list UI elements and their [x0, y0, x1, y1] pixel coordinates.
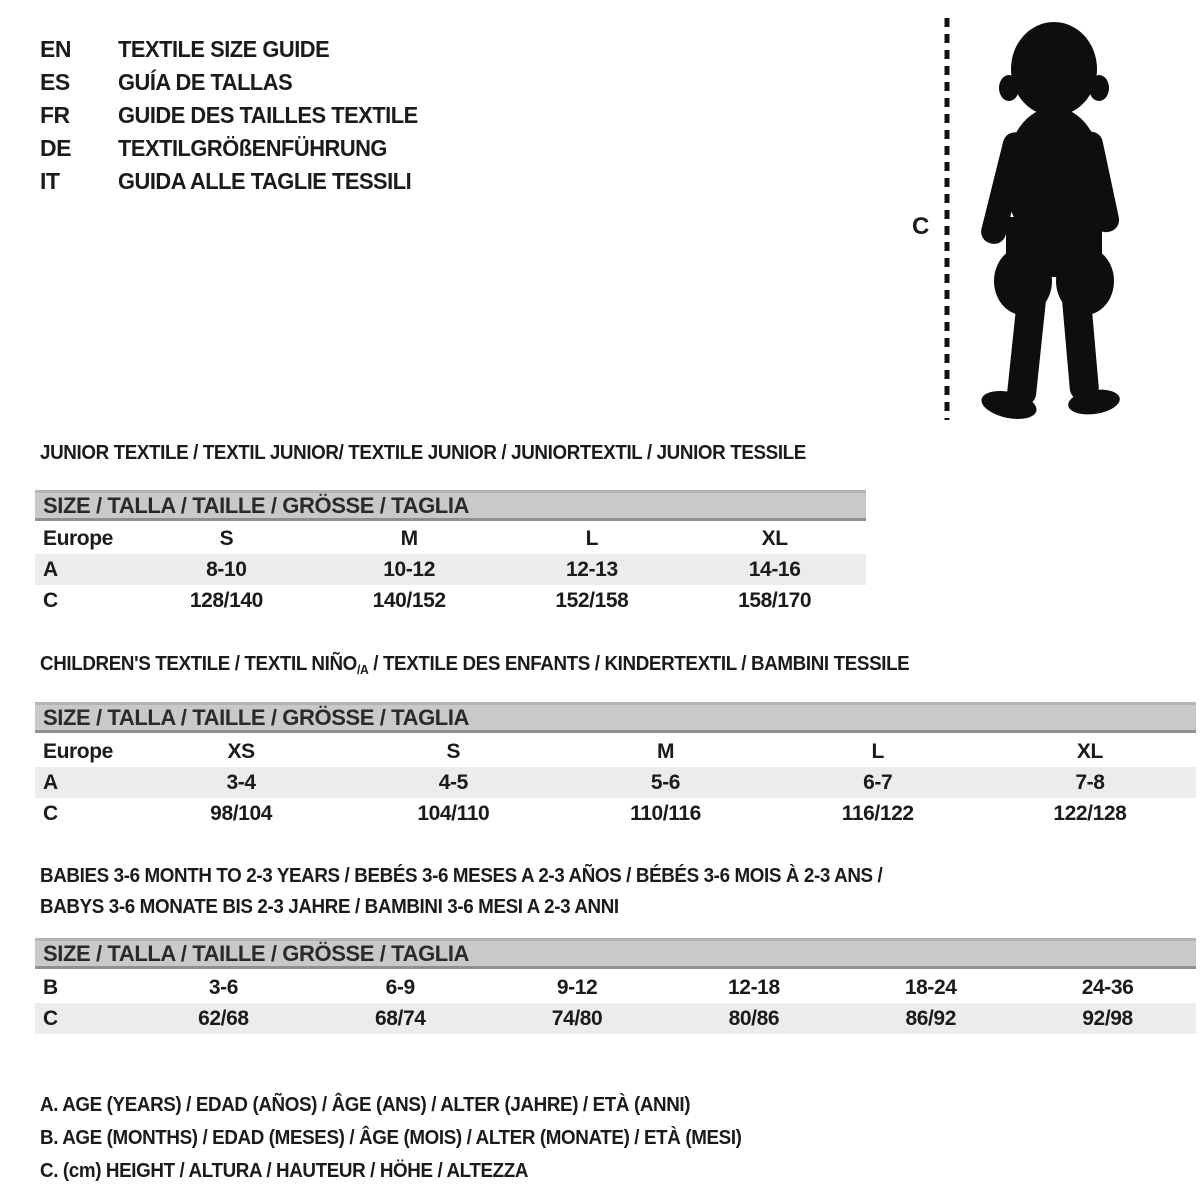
size-header-bar-junior — [35, 490, 866, 521]
table-cell: 80/86 — [728, 1006, 780, 1030]
language-code: FR — [40, 102, 70, 128]
language-title-list — [40, 33, 434, 198]
size-header-bar-children — [35, 702, 1196, 733]
table-cell: XL — [761, 526, 788, 550]
table-row-children-europe — [35, 736, 1196, 767]
row-label: C — [43, 588, 58, 612]
language-code: DE — [40, 135, 71, 161]
table-cell: 5-6 — [650, 770, 681, 794]
toddler-silhouette — [966, 18, 1136, 422]
guide-title-es: GUÍA DE TALLAS — [118, 69, 293, 95]
size-header-text: SIZE / TALLA / TAILLE / GRÖSSE / TAGLIA — [43, 940, 470, 966]
table-cell: 92/98 — [1082, 1006, 1133, 1030]
legend-line-b: B. AGE (MONTHS) / EDAD (MESES) / ÂGE (MOIS) / ALTER (MONATE) / ETÀ (MESI) — [40, 1127, 742, 1149]
table-row-junior-age — [35, 554, 866, 585]
table-cell: 10-12 — [383, 557, 435, 581]
table-row-junior-europe — [35, 523, 866, 554]
row-label: C — [43, 801, 58, 825]
row-label: C — [43, 1006, 58, 1030]
table-row-junior-height — [35, 585, 866, 616]
table-cell: 6-9 — [385, 975, 415, 999]
table-cell: 116/122 — [841, 801, 914, 825]
table-cell: 74/80 — [551, 1006, 603, 1030]
section-title-junior — [40, 441, 806, 465]
table-row-babies-height — [35, 1003, 1196, 1034]
measure-legend — [40, 1089, 786, 1188]
table-cell: 104/110 — [417, 801, 490, 825]
table-cell: 62/68 — [198, 1006, 249, 1030]
section-title-text: / TEXTILE DES ENFANTS / KINDERTEXTIL / BAMBINI TESSILE — [368, 653, 910, 675]
size-header-bar-babies — [35, 938, 1196, 969]
section-title-babies-line2 — [40, 895, 619, 919]
table-cell: 158/170 — [738, 588, 812, 612]
table-cell: 122/128 — [1053, 801, 1127, 825]
table-cell: 86/92 — [905, 1006, 956, 1030]
language-code: EN — [40, 36, 71, 62]
table-cell: 98/104 — [210, 801, 273, 825]
table-row-babies-months — [35, 972, 1196, 1003]
section-title-text: BABYS 3-6 MONATE BIS 2-3 JAHRE / BAMBINI 3-6 MESI A 2-3 ANNI — [40, 896, 619, 918]
table-cell: 8-10 — [206, 557, 247, 581]
guide-title-de: TEXTILGRÖßENFÜHRUNG — [118, 135, 387, 161]
table-cell: XS — [227, 739, 255, 763]
table-cell: 3-4 — [226, 770, 256, 794]
table-cell: 140/152 — [372, 588, 446, 612]
language-row-de — [40, 132, 434, 165]
language-row-fr — [40, 99, 434, 132]
table-cell: S — [446, 739, 461, 763]
section-title-babies-line1 — [40, 864, 882, 888]
table-cell: XL — [1076, 739, 1103, 763]
table-cell: M — [400, 526, 418, 550]
height-measure-label: C — [912, 213, 930, 240]
table-cell: 12-13 — [566, 557, 618, 581]
table-cell: 18-24 — [904, 975, 957, 999]
section-title-text: BABIES 3-6 MONTH TO 2-3 YEARS / BEBÉS 3-6 MESES A 2-3 AÑOS / BÉBÉS 3-6 MOIS À 2-3 ANS / — [40, 865, 883, 887]
guide-title-fr: GUIDE DES TAILLES TEXTILE — [118, 102, 418, 128]
table-cell: 3-6 — [208, 975, 238, 999]
table-cell: 14-16 — [748, 557, 801, 581]
size-header-text: SIZE / TALLA / TAILLE / GRÖSSE / TAGLIA — [43, 704, 470, 730]
section-title-children — [40, 652, 909, 682]
legend-line-a: A. AGE (YEARS) / EDAD (AÑOS) / ÂGE (ANS) / ALTER (JAHRE) / ETÀ (ANNI) — [40, 1094, 691, 1116]
section-title-subscript: /A — [356, 662, 369, 677]
table-cell: 128/140 — [189, 588, 263, 612]
table-cell: S — [219, 526, 234, 550]
table-cell: 12-18 — [728, 975, 780, 999]
size-header-text: SIZE / TALLA / TAILLE / GRÖSSE / TAGLIA — [43, 492, 470, 518]
table-cell: L — [585, 526, 599, 550]
table-cell: 7-8 — [1075, 770, 1105, 794]
language-code: ES — [40, 69, 70, 95]
section-title-text: CHILDREN'S TEXTILE / TEXTIL NIÑO — [40, 653, 357, 675]
table-cell: 68/74 — [374, 1006, 426, 1030]
row-label: A — [43, 557, 58, 581]
table-cell: 24-36 — [1081, 975, 1134, 999]
legend-line-c: C. (cm) HEIGHT / ALTURA / HAUTEUR / HÖHE / ALTEZZA — [40, 1160, 529, 1182]
language-row-es — [40, 66, 434, 99]
table-cell: 9-12 — [556, 975, 598, 999]
table-cell: 6-7 — [863, 770, 893, 794]
table-cell: 4-5 — [438, 770, 468, 794]
height-dashed-line — [944, 18, 952, 420]
row-label: Europe — [43, 526, 113, 550]
language-code: IT — [40, 168, 60, 194]
table-cell: L — [871, 739, 884, 763]
table-cell: M — [656, 739, 675, 763]
language-row-en — [40, 33, 434, 66]
row-label: Europe — [43, 739, 113, 763]
table-row-children-height — [35, 798, 1196, 829]
row-label: A — [43, 770, 58, 794]
table-cell: 152/158 — [555, 588, 629, 612]
guide-title-en: TEXTILE SIZE GUIDE — [118, 36, 330, 62]
table-row-children-age — [35, 767, 1196, 798]
row-label: B — [43, 975, 58, 999]
guide-title-it: GUIDA ALLE TAGLIE TESSILI — [118, 168, 412, 194]
language-row-it — [40, 165, 434, 198]
section-title-text: JUNIOR TEXTILE / TEXTIL JUNIOR/ TEXTILE JUNIOR / JUNIORTEXTIL / JUNIOR TESSILE — [40, 442, 806, 464]
table-cell: 110/116 — [630, 801, 701, 825]
